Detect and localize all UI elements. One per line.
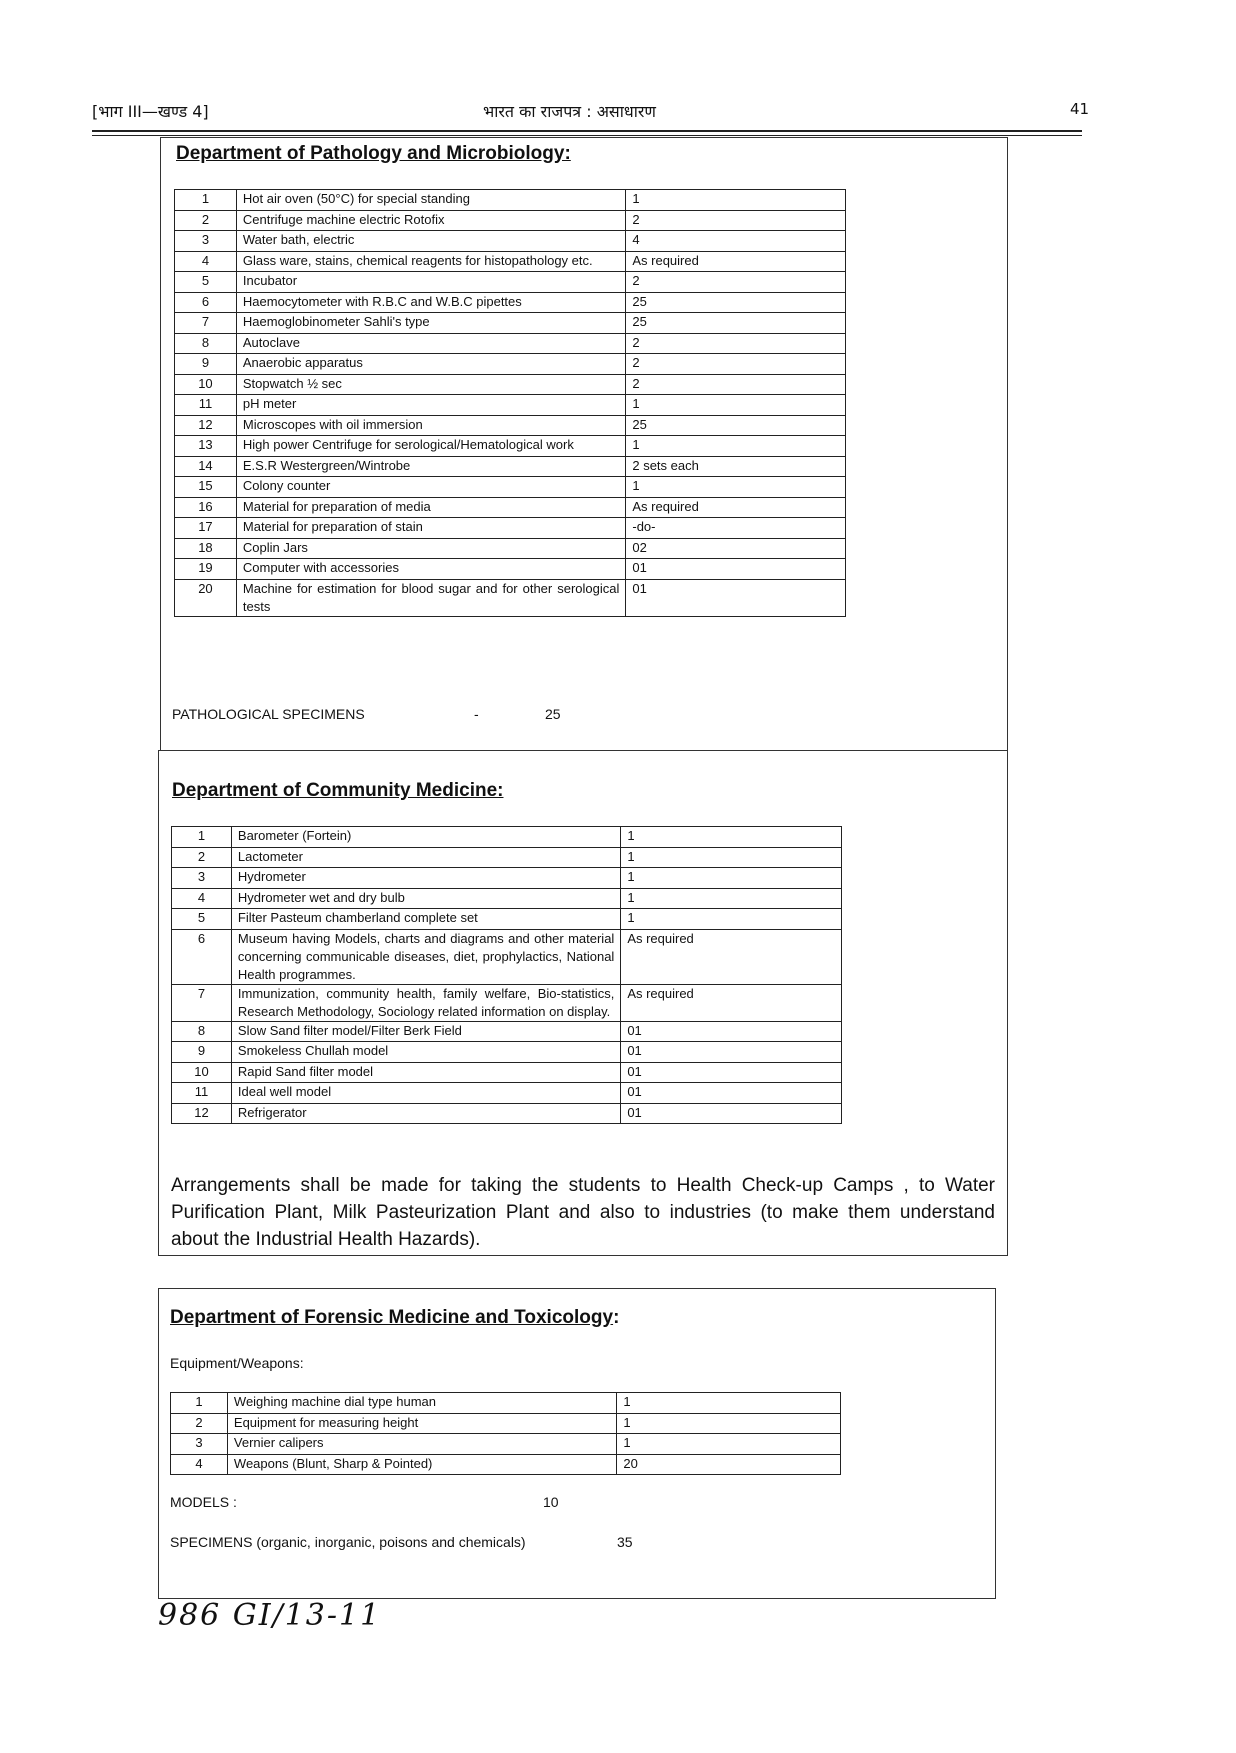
row-number: 4 [175, 251, 237, 272]
item-quantity: 2 [626, 374, 846, 395]
models-label: MODELS : [170, 1494, 237, 1510]
item-quantity: 1 [617, 1434, 841, 1455]
item-description: Weighing machine dial type human [227, 1393, 616, 1414]
item-description: Water bath, electric [236, 231, 625, 252]
table-row [171, 1434, 841, 1455]
item-description: Rapid Sand filter model [231, 1062, 620, 1083]
row-number: 18 [175, 538, 237, 559]
community-title: Department of Community Medicine: [172, 780, 504, 801]
table-row [171, 1393, 841, 1414]
table-row [172, 1021, 842, 1042]
table-row [175, 231, 846, 252]
table-row [172, 868, 842, 889]
item-quantity: 1 [626, 395, 846, 416]
forensic-title-text: Department of Forensic Medicine and Toxicology [170, 1307, 614, 1328]
handwritten-reference: 986 GI/13-11 [158, 1598, 382, 1633]
row-number: 5 [172, 909, 232, 930]
item-quantity: 02 [626, 538, 846, 559]
item-quantity: As required [621, 929, 842, 984]
item-quantity: As required [626, 497, 846, 518]
item-description: Anaerobic apparatus [236, 354, 625, 375]
item-description: Hot air oven (50°C) for special standing [236, 190, 625, 211]
row-number: 7 [175, 313, 237, 334]
row-number: 10 [175, 374, 237, 395]
table-row [175, 374, 846, 395]
item-description: Centrifuge machine electric Rotofix [236, 210, 625, 231]
item-description: Ideal well model [231, 1083, 620, 1104]
item-description: Slow Sand filter model/Filter Berk Field [231, 1021, 620, 1042]
item-description: Colony counter [236, 477, 625, 498]
item-quantity: -do- [626, 518, 846, 539]
row-number: 1 [172, 827, 232, 848]
forensic-specimens-count: 35 [617, 1534, 633, 1550]
header-rule [92, 130, 1082, 132]
item-quantity: 25 [626, 313, 846, 334]
item-description: pH meter [236, 395, 625, 416]
item-quantity: 25 [626, 292, 846, 313]
item-description: Vernier calipers [227, 1434, 616, 1455]
table-row [175, 272, 846, 293]
row-number: 12 [172, 1103, 232, 1124]
item-quantity: 2 [626, 333, 846, 354]
item-description: Weapons (Blunt, Sharp & Pointed) [227, 1454, 616, 1475]
item-description: Haemoglobinometer Sahli's type [236, 313, 625, 334]
gazette-title: भारत का राजपत्र : असाधारण [483, 102, 656, 121]
item-quantity: 01 [626, 559, 846, 580]
pathology-title: Department of Pathology and Microbiology: [176, 143, 571, 164]
table-row [172, 1103, 842, 1124]
table-row [175, 354, 846, 375]
item-quantity: 2 [626, 354, 846, 375]
item-description: Computer with accessories [236, 559, 625, 580]
item-description: Haemocytometer with R.B.C and W.B.C pipettes [236, 292, 625, 313]
table-row [175, 538, 846, 559]
table-row [175, 251, 846, 272]
item-quantity: 20 [617, 1454, 841, 1475]
table-row [172, 1083, 842, 1104]
pathology-equipment-table [174, 189, 846, 617]
table-row [175, 436, 846, 457]
pathological-specimens-label: PATHOLOGICAL SPECIMENS [172, 706, 365, 722]
community-equipment-table [171, 826, 842, 1124]
item-description: Equipment for measuring height [227, 1413, 616, 1434]
item-description: Glass ware, stains, chemical reagents for histopathology etc. [236, 251, 625, 272]
row-number: 10 [172, 1062, 232, 1083]
row-number: 11 [175, 395, 237, 416]
table-row [175, 395, 846, 416]
table-row [175, 333, 846, 354]
row-number: 6 [172, 929, 232, 984]
gazette-part-label: [भाग III—खण्ड 4] [92, 102, 209, 121]
forensic-specimens-label: SPECIMENS (organic, inorganic, poisons and chemicals) [170, 1534, 526, 1550]
row-number: 16 [175, 497, 237, 518]
item-quantity: 1 [621, 909, 842, 930]
row-number: 4 [171, 1454, 228, 1475]
row-number: 8 [175, 333, 237, 354]
item-quantity: 01 [626, 579, 846, 616]
forensic-title [170, 1307, 619, 1329]
forensic-subheading: Equipment/Weapons: [170, 1355, 304, 1371]
row-number: 17 [175, 518, 237, 539]
table-row [175, 292, 846, 313]
table-row [175, 579, 846, 616]
page-number: 41 [1070, 100, 1090, 118]
item-description: Hydrometer [231, 868, 620, 889]
row-number: 1 [171, 1393, 228, 1414]
item-quantity: 01 [621, 1021, 842, 1042]
item-quantity: As required [621, 984, 842, 1021]
item-description: Microscopes with oil immersion [236, 415, 625, 436]
item-quantity: 1 [621, 888, 842, 909]
item-quantity: 2 [626, 210, 846, 231]
table-row [172, 984, 842, 1021]
pathological-specimens-count: 25 [545, 706, 561, 722]
row-number: 2 [172, 847, 232, 868]
row-number: 1 [175, 190, 237, 211]
item-description: Immunization, community health, family welfare, Bio-statistics, Research Methodology, Sociology related information on display. [231, 984, 620, 1021]
row-number: 14 [175, 456, 237, 477]
table-row [172, 909, 842, 930]
table-row [172, 888, 842, 909]
item-quantity: 1 [626, 190, 846, 211]
item-quantity: 01 [621, 1042, 842, 1063]
item-description: Museum having Models, charts and diagrams and other material concerning communicable diseases, diet, prophylactics, National Health programmes. [231, 929, 620, 984]
row-number: 13 [175, 436, 237, 457]
item-quantity: 25 [626, 415, 846, 436]
table-row [172, 1042, 842, 1063]
row-number: 3 [171, 1434, 228, 1455]
row-number: 20 [175, 579, 237, 616]
item-quantity: 1 [617, 1393, 841, 1414]
row-number: 12 [175, 415, 237, 436]
table-row [175, 313, 846, 334]
item-quantity: 1 [626, 477, 846, 498]
table-row [175, 456, 846, 477]
item-description: Coplin Jars [236, 538, 625, 559]
item-quantity: 1 [617, 1413, 841, 1434]
item-description: Lactometer [231, 847, 620, 868]
item-quantity: 2 sets each [626, 456, 846, 477]
row-number: 9 [175, 354, 237, 375]
table-row [175, 477, 846, 498]
models-count: 10 [543, 1494, 559, 1510]
item-description: Hydrometer wet and dry bulb [231, 888, 620, 909]
item-description: Incubator [236, 272, 625, 293]
item-quantity: 01 [621, 1103, 842, 1124]
table-row [172, 847, 842, 868]
row-number: 11 [172, 1083, 232, 1104]
row-number: 19 [175, 559, 237, 580]
table-row [175, 497, 846, 518]
row-number: 15 [175, 477, 237, 498]
item-description: Stopwatch ½ sec [236, 374, 625, 395]
forensic-equipment-table [170, 1392, 841, 1475]
row-number: 5 [175, 272, 237, 293]
item-quantity: 1 [621, 827, 842, 848]
item-description: Refrigerator [231, 1103, 620, 1124]
row-number: 2 [171, 1413, 228, 1434]
item-description: Smokeless Chullah model [231, 1042, 620, 1063]
item-quantity: 01 [621, 1083, 842, 1104]
row-number: 3 [172, 868, 232, 889]
row-number: 9 [172, 1042, 232, 1063]
table-row [172, 827, 842, 848]
item-description: Barometer (Fortein) [231, 827, 620, 848]
table-row [175, 415, 846, 436]
item-description: High power Centrifuge for serological/Hematological work [236, 436, 625, 457]
item-description: Material for preparation of media [236, 497, 625, 518]
item-description: E.S.R Westergreen/Wintrobe [236, 456, 625, 477]
table-row [175, 518, 846, 539]
pathological-specimens-dash: - [474, 706, 479, 722]
table-row [175, 210, 846, 231]
row-number: 8 [172, 1021, 232, 1042]
item-quantity: 1 [621, 847, 842, 868]
item-quantity: 1 [626, 436, 846, 457]
table-row [171, 1413, 841, 1434]
community-arrangements-note: Arrangements shall be made for taking the students to Health Check-up Camps , to Water Purification Plant, Milk Pasteurization Plant and also to industries (to make them understand about the Industrial Health Hazards). [171, 1175, 995, 1250]
table-row [172, 929, 842, 984]
item-quantity: 4 [626, 231, 846, 252]
item-description: Machine for estimation for blood sugar and for other serological tests [236, 579, 625, 616]
row-number: 4 [172, 888, 232, 909]
table-row [175, 559, 846, 580]
table-row [171, 1454, 841, 1475]
table-row [172, 1062, 842, 1083]
item-description: Material for preparation of stain [236, 518, 625, 539]
forensic-title-colon: : [613, 1307, 620, 1328]
header-rule-thin [92, 135, 1082, 136]
item-quantity: 2 [626, 272, 846, 293]
item-description: Autoclave [236, 333, 625, 354]
table-row [175, 190, 846, 211]
row-number: 2 [175, 210, 237, 231]
item-quantity: As required [626, 251, 846, 272]
item-description: Filter Pasteum chamberland complete set [231, 909, 620, 930]
item-quantity: 1 [621, 868, 842, 889]
row-number: 7 [172, 984, 232, 1021]
row-number: 6 [175, 292, 237, 313]
item-quantity: 01 [621, 1062, 842, 1083]
row-number: 3 [175, 231, 237, 252]
